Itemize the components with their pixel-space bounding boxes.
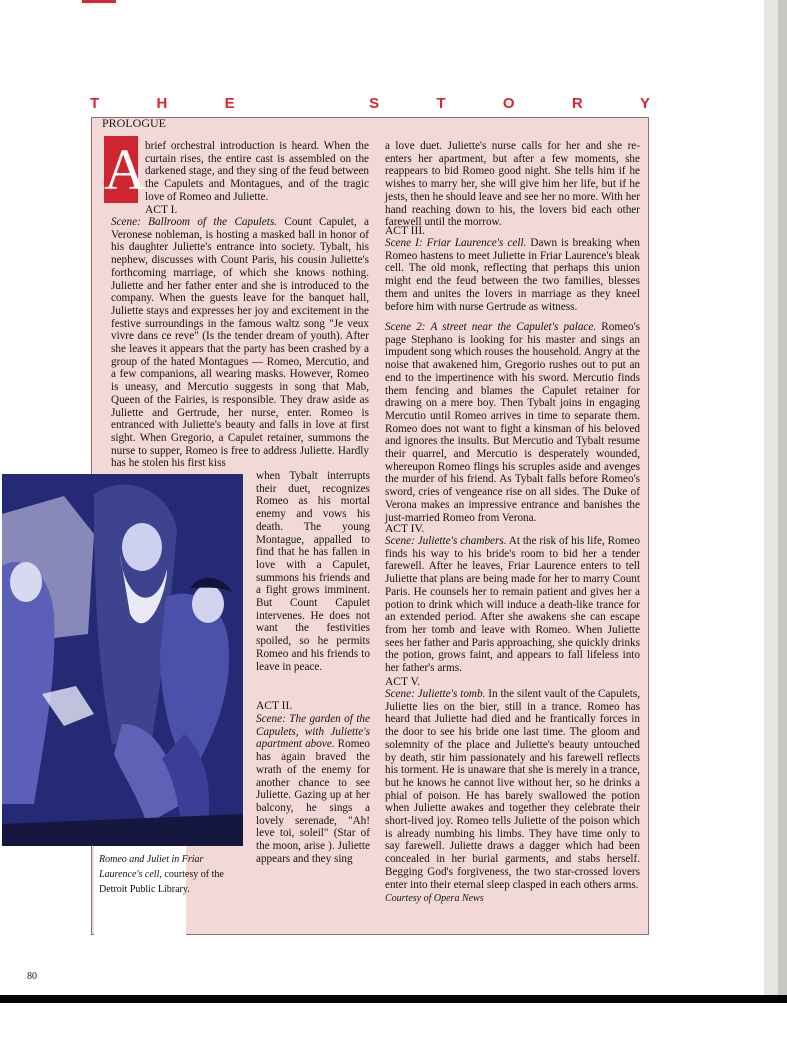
act3-scene1: Scene I: Friar Laurence's cell.	[385, 237, 527, 249]
photo-caption	[99, 852, 234, 897]
heading-letter: T	[436, 95, 446, 112]
page-right-shadow	[778, 0, 787, 1017]
act4-body: At the risk of his life, Romeo finds his way to his bride's room to bid her a tender farewell. After he leaves, Friar Laurence enters to tell Juliette that plans are being made for her to marry Count Paris. He counsels her to remain patient and gives her a potion to drink which will induce a death-like trance for an extended period. After she awakens she can escape from her tomb and leave with Romeo. When Juliette sees her father and Paris approaching, she quickly drinks the potion, grows faint, and appears to fall lifeless into her father's arms.	[385, 535, 640, 675]
bottom-white-band	[0, 1003, 787, 1017]
engraving-friar-romeo-juliet-image	[2, 474, 243, 846]
top-red-mark	[82, 0, 116, 3]
act3-scene1-body: Dawn is breaking when Romeo hastens to meet Juliette in Friar Laurence's bleak cell. The old monk, reflecting that perhaps this union might end the feud between the two families, blesses them and unites the lovers in marriage as they kneel before him with nurse Gertrude as witness.	[385, 237, 640, 313]
act1-body: Count Capulet, a Veronese nobleman, is hosting a masked ball in honor of his daughter Juliette's entrance into society. Tybalt, his nephew, discusses with Count Paris, his cousin Juliette's forthcoming marriage, of which she knows nothing. Juliette and her father enter and she is introduced to the company. When the guests leave for the banquet hall, Juliette stays and expresses her joy and excitement in the festive surroundings in the famous waltz song "Je veux vivre dans ce reve" (Is the tender dream of youth). After she leaves it appears that the party has been crashed by a group of the hated Montagues — Romeo, Mercutio, and a few companions, all wearing masks. However, Romeo is uneasy, and Mercutio suggests in song that Mab, Queen of the Fairies, is responsible. They draw aside as Juliette and Gertrude, her nurse, enter. Romeo is entranced with Juliette's beauty and falls in love at first sight. When Gregorio, a Capulet retainer, summons the nurse to supper, Romeo is free to address Juliette. Hardly has he stolen his first kiss	[111, 216, 369, 470]
act2-text-continued: a love duet. Juliette's nurse calls for her and she re-enters her apartment, but after a few moments, she reappears to bid Romeo good night. She tells him if he wishes to marry her, she will give him her life, but if he jests, then he should leave and see her no more. With her hand reaching down to his, the lovers bid each other farewell until the morrow.	[385, 140, 640, 229]
act3-title: ACT III.	[385, 225, 426, 237]
act1-title: ACT I.	[145, 204, 178, 216]
section-heading	[90, 95, 650, 113]
act2-scene: Scene: The garden of the Capulets, with Juliette's apartment above.	[256, 713, 370, 751]
page-number: 80	[27, 971, 37, 982]
credit-line: Courtesy of Opera News	[385, 893, 484, 904]
act4-title: ACT IV.	[385, 523, 425, 535]
act5-scene: Scene: Juliette's tomb.	[385, 688, 486, 700]
act3-scene2-body: Romeo's page Stephano is looking for his master and sings an impudent song which rouses the household. Angry at the noise that awakened him, Gregorio rushes out to put an end to the impertinence with his sword. Mercutio finds them fencing and blames the Capulet retainer for drawing on a mere boy. Then Tybalt joins in engaging Mercutio until Romeo arrives in time to separate them. Romeo does not want to fight a kinsman of his beloved and ignores the insults. But Mercutio and Tybalt resume their quarrel, and Mercutio is desperately wounded, whereupon Romeo flings his scruples aside and avenges the murder of his friend. As Tybalt falls before Romeo's sword, cries of vengeance rise on all sides. The Duke of Verona makes an impressive entrance and banishes the just-married Romeo from Verona.	[385, 321, 640, 524]
heading-letter: R	[571, 95, 583, 112]
prologue-text: brief orchestral introduction is heard. When the curtain rises, the entire cast is assembled on the darkened stage, and they sing of the feud between the Capulets and Montagues, and of the tragic love of Romeo and Juliette.	[145, 140, 369, 203]
prologue-label: PROLOGUE	[102, 116, 167, 130]
act4-text	[385, 535, 640, 675]
heading-letter: E	[224, 95, 235, 112]
caption-plain: courtesy of the Detroit Public Library.	[99, 869, 224, 895]
act5-body: In the silent vault of the Capulets, Juliette lies on the bier, still in a trance. Romeo has heard that Juliette had died and he frantically forces in the door to see his bride one last time. The gloom and solemnity of the place and Juliette's beauty untouched by death, stir him passionately and his farewell reflects his torment. He is unaware that she is merely in a trance, but he knows he cannot live without her, so he drinks a phial of poison. He has barely swallowed the potion when Juliette awakes and together they celebrate their short-lived joy. Romeo tells Juliette of the poison which is already numbing his limbs. They have time only to say farewell. Juliette draws a dagger which had been concealed in her burial garments, and stabs herself. Begging God's forgiveness, the two star-crossed lovers enter into their eternal sleep clasped in each others arms.	[385, 688, 640, 891]
act4-scene: Scene: Juliette's chambers.	[385, 535, 507, 547]
act5-text	[385, 688, 640, 891]
drop-cap: A	[104, 137, 146, 202]
heading-letter: H	[156, 95, 168, 112]
caption-italic: Romeo and Juliet in Friar Laurence's cell,	[99, 854, 204, 880]
heading-letter: O	[502, 95, 515, 112]
act3-scene1-text	[385, 237, 640, 313]
act1-scene: Scene: Ballroom of the Capulets.	[111, 216, 278, 228]
act3-scene2: Scene 2: A street near the Capulet's palace.	[385, 321, 597, 333]
act2-body: Romeo has again braved the wrath of the enemy for another chance to see Juliette. Gazing up at her balcony, he sings a lovely serenade, "Ah! leve toi, soleil" (Star of the moon, arise ). Juliette appears and they sing	[256, 738, 370, 865]
bottom-black-band	[0, 995, 787, 1003]
act2-text	[256, 713, 370, 865]
act5-title: ACT V.	[385, 676, 421, 688]
act1-text-continued: when Tybalt interrupts their duet, recognizes Romeo as his mortal enemy and vows his death. The young Montague, appalled to find that he has fallen in love with a Capulet, summons his friends and a fight grows imminent. But Count Capulet intervenes. He does not want the festivities spoiled, so he permits Romeo and his friends to leave in peace.	[256, 470, 370, 673]
act1-text	[111, 216, 369, 470]
heading-letter: S	[369, 95, 380, 112]
act3-scene2-text	[385, 321, 640, 524]
heading-letter: T	[90, 95, 100, 112]
engraving-illustration	[2, 474, 243, 846]
act2-title: ACT II.	[256, 700, 293, 712]
heading-letter: Y	[639, 95, 650, 112]
